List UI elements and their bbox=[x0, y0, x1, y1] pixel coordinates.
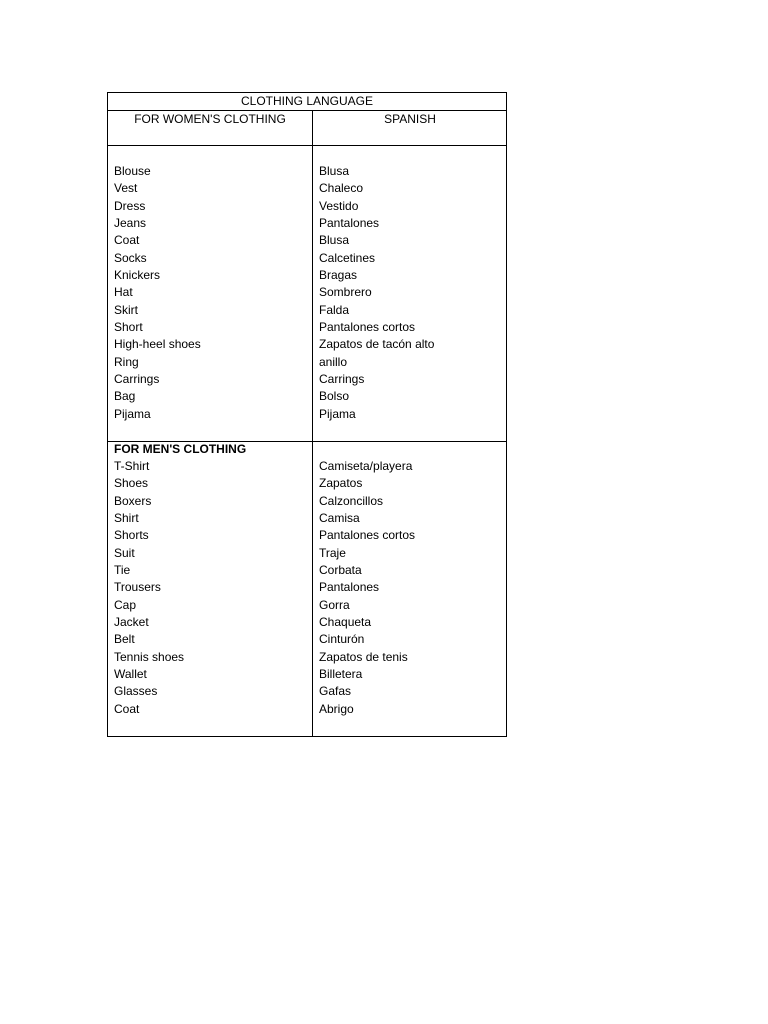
column-divider bbox=[312, 110, 313, 736]
women-spanish-item: Falda bbox=[319, 302, 350, 317]
women-spanish-item: Bragas bbox=[319, 268, 358, 283]
men-english-item: Tie bbox=[114, 563, 131, 578]
men-spanish-item: Corbata bbox=[319, 563, 362, 578]
men-english-item: Suit bbox=[114, 545, 135, 560]
women-english-item: Jeans bbox=[114, 216, 147, 231]
men-english-item: Wallet bbox=[114, 667, 147, 682]
men-english-item: Boxers bbox=[114, 493, 152, 508]
men-english-list bbox=[114, 458, 184, 718]
men-english-item: Coat bbox=[114, 701, 140, 716]
men-spanish-item: Zapatos bbox=[319, 476, 363, 491]
men-spanish-item: Pantalones bbox=[319, 580, 380, 595]
title-divider bbox=[108, 110, 506, 111]
women-spanish-list bbox=[319, 163, 434, 423]
women-spanish-item: Calcetines bbox=[319, 250, 376, 265]
clothing-language-table bbox=[107, 92, 507, 737]
table-title: CLOTHING LANGUAGE bbox=[240, 94, 374, 108]
women-english-list bbox=[114, 163, 201, 423]
men-english-item: Belt bbox=[114, 632, 135, 647]
men-english-item: Trousers bbox=[114, 580, 161, 595]
women-spanish-item: Pantalones cortos bbox=[319, 320, 416, 335]
women-spanish-item: Carrings bbox=[319, 372, 365, 387]
women-spanish-item: Sombrero bbox=[319, 285, 372, 300]
women-english-item: Knickers bbox=[114, 268, 161, 283]
women-english-item: Short bbox=[114, 320, 143, 335]
column-header-english: FOR WOMEN'S CLOTHING bbox=[134, 112, 286, 126]
men-english-item: Shirt bbox=[114, 511, 139, 526]
men-spanish-item: Camisa bbox=[319, 511, 360, 526]
men-spanish-item: Gorra bbox=[319, 597, 350, 612]
men-section-label: FOR MEN'S CLOTHING bbox=[114, 442, 247, 456]
men-spanish-item: Abrigo bbox=[319, 701, 354, 716]
men-english-item: Cap bbox=[114, 597, 137, 612]
column-header-spanish: SPANISH bbox=[384, 112, 436, 126]
men-spanish-item: Cinturón bbox=[319, 632, 365, 647]
women-english-item: Socks bbox=[114, 250, 147, 265]
women-english-item: High-heel shoes bbox=[114, 337, 201, 352]
women-english-item: Blouse bbox=[114, 164, 151, 178]
women-english-item: Bag bbox=[114, 389, 136, 404]
header-divider bbox=[108, 145, 506, 146]
women-spanish-item: anillo bbox=[319, 354, 348, 369]
men-spanish-item: Pantalones cortos bbox=[319, 528, 416, 543]
men-english-item: Shoes bbox=[114, 476, 149, 491]
women-english-item: Skirt bbox=[114, 302, 138, 317]
men-spanish-item: Chaqueta bbox=[319, 615, 372, 630]
women-spanish-item: Zapatos de tacón alto bbox=[319, 337, 435, 352]
men-spanish-item: Camiseta/playera bbox=[319, 459, 413, 473]
men-spanish-item: Gafas bbox=[319, 684, 352, 699]
women-english-item: Vest bbox=[114, 181, 138, 196]
men-spanish-item: Zapatos de tenis bbox=[319, 649, 408, 664]
women-spanish-item: Pijama bbox=[319, 406, 356, 421]
men-english-item: Shorts bbox=[114, 528, 149, 543]
men-english-item: T-Shirt bbox=[114, 459, 150, 473]
women-english-item: Ring bbox=[114, 354, 139, 369]
women-spanish-item: Bolso bbox=[319, 389, 350, 404]
men-spanish-item: Traje bbox=[319, 545, 346, 560]
women-english-item: Pijama bbox=[114, 406, 151, 421]
men-english-item: Glasses bbox=[114, 684, 158, 699]
women-spanish-item: Vestido bbox=[319, 198, 359, 213]
men-english-item: Tennis shoes bbox=[114, 649, 185, 664]
women-spanish-item: Pantalones bbox=[319, 216, 380, 231]
women-spanish-item: Blusa bbox=[319, 164, 350, 178]
women-english-item: Coat bbox=[114, 233, 140, 248]
women-english-item: Dress bbox=[114, 198, 146, 213]
women-spanish-item: Chaleco bbox=[319, 181, 364, 196]
men-english-item: Jacket bbox=[114, 615, 149, 630]
women-english-item: Hat bbox=[114, 285, 133, 300]
men-spanish-item: Calzoncillos bbox=[319, 493, 384, 508]
women-english-item: Carrings bbox=[114, 372, 160, 387]
women-spanish-item: Blusa bbox=[319, 233, 350, 248]
men-spanish-list bbox=[319, 458, 415, 718]
men-spanish-item: Billetera bbox=[319, 667, 363, 682]
